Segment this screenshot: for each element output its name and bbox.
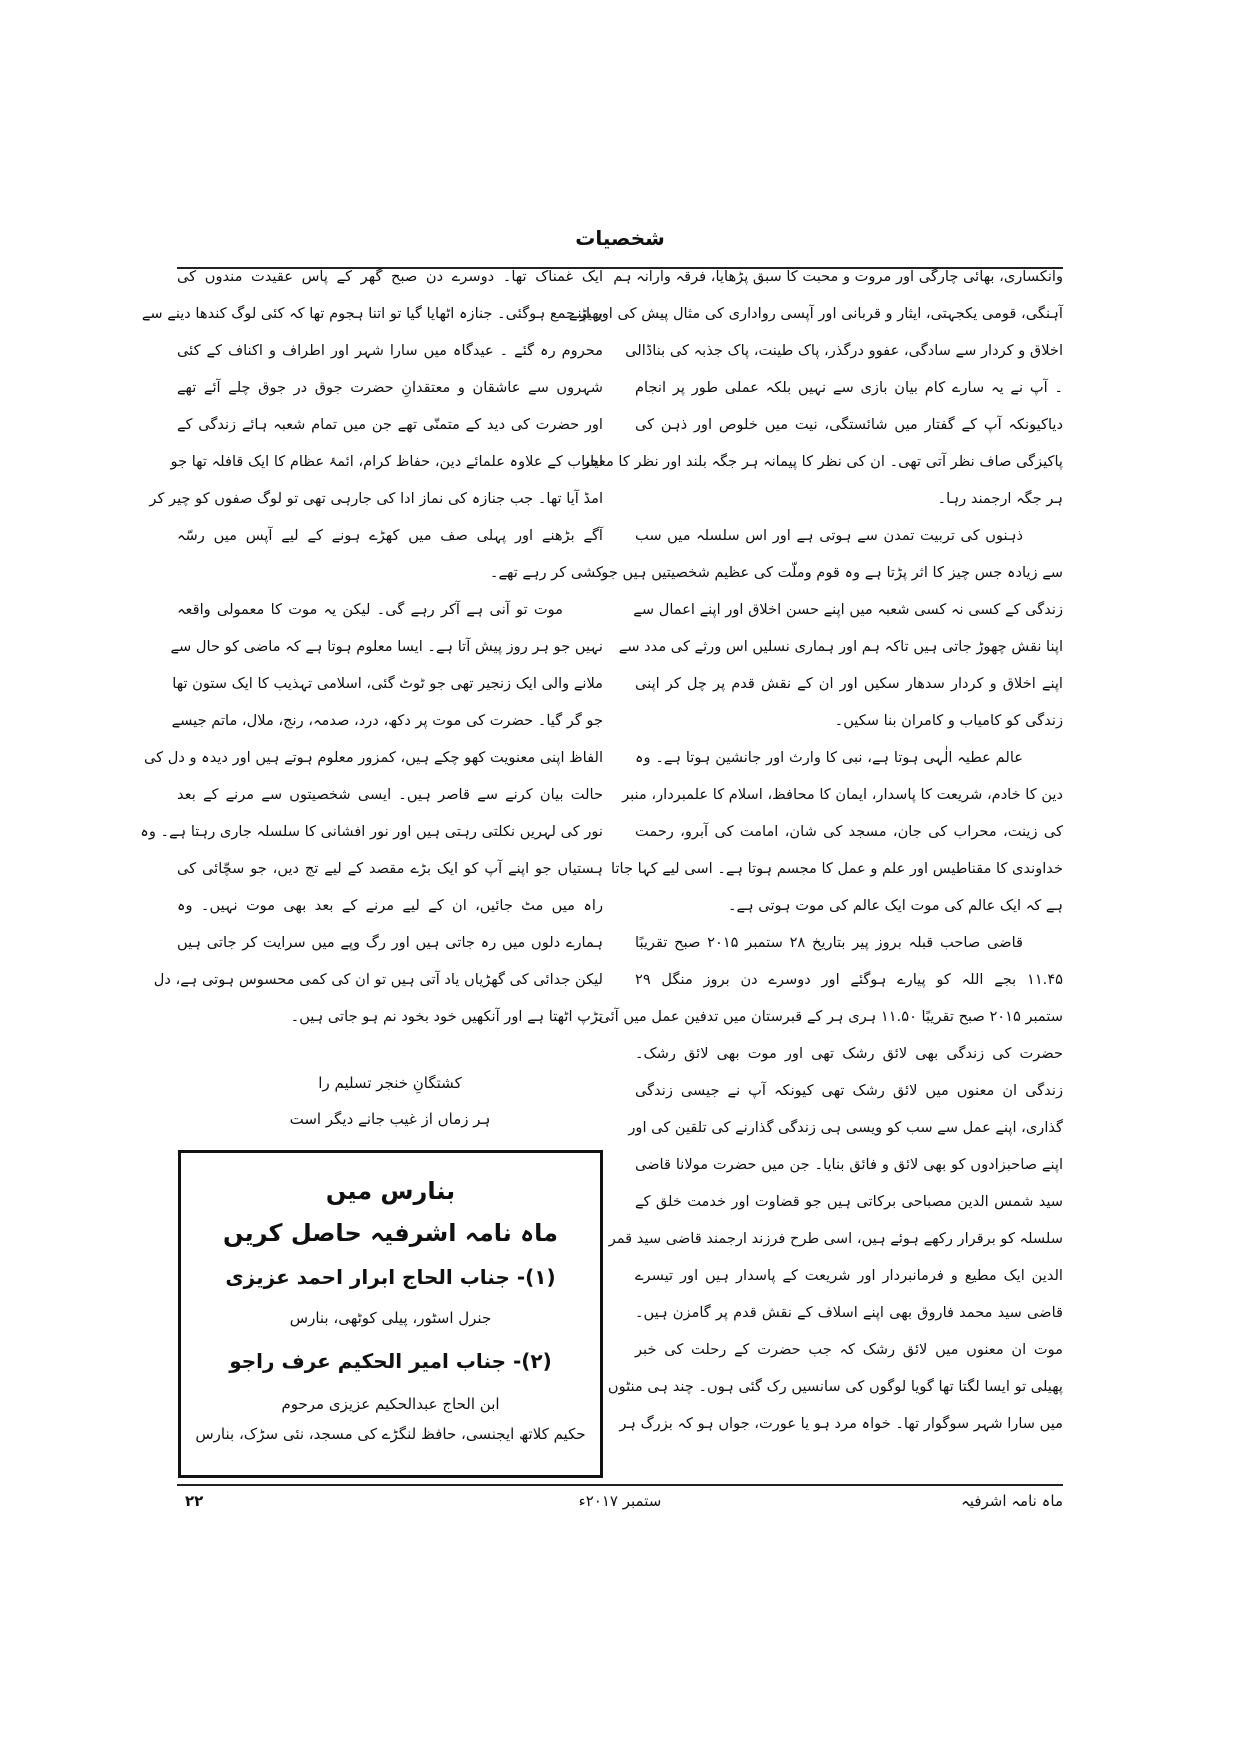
text-line: زندگی کے کسی نہ کسی شعبہ میں اپنے حسن اخلاق اور اپنے اعمال سے: [633, 601, 1063, 618]
text-line: ہستیاں جو اپنے آپ کو ایک بڑے مقصد کے لیے تج دیں، جو سچّائی کی: [177, 860, 603, 877]
text-line: الدین ایک مطیع و فرمانبردار اور شریعت کے پاسدار ہیں اور تیسرے: [635, 1267, 1063, 1284]
text-line: اخلاق و کردار سے سادگی، عفوو درگذر، پاک طینت، پاک جذبہ کی بناڈالی: [625, 342, 1063, 359]
text-line: وانکساری، بھائی چارگی اور مروت و محبت کا سبق پڑھایا، فرقہ وارانہ ہم: [613, 268, 1063, 285]
text-line: الفاظ اپنی معنویت کھو چکے ہیں، کمزور معلوم ہوتے ہیں اور دیدہ و دل کی: [143, 749, 603, 766]
text-line: نہیں جو ہر روز پیش آتا ہے۔ ایسا معلوم ہوتا ہے کہ ماضی کو حال سے: [170, 638, 603, 655]
text-line: امڈ آیا تھا۔ جب جنازہ کی نماز ادا کی جارہی تھی تو لوگ صفوں کو چیر کر: [149, 490, 603, 507]
text-line: دین کا خادم، شریعت کا پاسدار، ایمان کا محافظ، اسلام کا علمبردار، منبر: [622, 786, 1063, 803]
text-line: اپنے صاحبزادوں کو بھی لائق و فائق بنایا۔ جن میں حضرت مولانا قاضی: [635, 1156, 1063, 1173]
text-line: اپنے اخلاق و کردار سدھار سکیں اور ان کے نقش قدم پر چل کر اپنی: [635, 675, 1063, 692]
text-line: شہروں سے عاشقان و معتقدانِ حضرت جوق در جوق چلے آئے تھے: [177, 379, 603, 396]
text-line: ستمبر ۲۰۱۵ صبح تقریبًا ۱۱.۵۰ ہری ہر کے قبرستان میں تدفین عمل میں آئی: [598, 1008, 1063, 1025]
text-line: میں سارا شہر سوگوار تھا۔ خواہ مرد ہو یا عورت، جواں ہو کہ بزرگ ہر: [619, 1415, 1063, 1432]
text-line: جو گر گیا۔ حضرت کی موت پر دکھ، درد، صدمہ، رنج، ملال، ماتم جیسے: [171, 712, 603, 729]
right-column: [569, 258, 1063, 1442]
text-line: ہر جگہ ارجمند رہا۔: [937, 490, 1063, 507]
text-line: ۔ آپ نے یہ سارے کام بیان بازی سے نہیں بلکہ عملی طور پر انجام: [635, 379, 1063, 396]
text-line: زندگی کو کامیاب و کامران بنا سکیں۔: [834, 712, 1063, 729]
text-line: سید شمس الدین مصباحی برکاتی ہیں جو قضاوت اور خدمت خلق کے: [635, 1193, 1063, 1210]
text-line: سے زیادہ جس چیز کا اثر پڑتا ہے وہ قوم وملّت کی عظیم شخصیتیں ہیں جو: [601, 564, 1063, 581]
text-line: ذہنوں کی تربیت تمدن سے ہوتی ہے اور اس سلسلہ میں سب: [635, 527, 1023, 544]
text-line: حضرت کی زندگی بھی لائق رشک تھی اور موت بھی لائق رشک۔: [635, 1045, 1063, 1062]
poem-line-2: ہر زماں از غیب جانے دیگر است: [289, 1110, 491, 1128]
text-line: ہمارے دلوں میں رہ جاتی ہیں اور رگ وپے میں سرایت کر جاتی ہیں: [177, 934, 603, 951]
text-line: عالم عطیہ الٰہی ہوتا ہے، نبی کا وارث اور جانشین ہوتا ہے۔ وہ: [635, 749, 1023, 766]
text-line: لیکن جدائی کی گھڑیاں یاد آتی ہیں تو ان کی کمی محسوس ہوتی ہے، دل: [153, 971, 603, 988]
agent-2-address: حکیم کلاتھ ایجنسی، حافظ لنگڑے کی مسجد، نئی سڑک، بنارس: [195, 1425, 586, 1443]
promo-box: [178, 1150, 603, 1478]
promo-heading: بنارس میں: [325, 1177, 456, 1205]
text-line: زندگی ان معنوں میں لائق رشک تھی کیونکہ آپ نے جیسی زندگی: [635, 1082, 1063, 1099]
text-line: حالت بیان کرنے سے قاصر ہیں۔ ایسی شخصیتوں سے مرنے کے بعد: [177, 786, 603, 803]
text-line: اپنا نقش چھوڑ جاتی ہیں تاکہ ہم اور ہماری نسلیں اس ورثے کی مدد سے: [618, 638, 1063, 655]
promo-subheading: ماہ نامہ اشرفیہ حاصل کریں: [222, 1219, 559, 1247]
text-line: راہ میں مٹ جائیں، ان کے لیے مرنے کے بعد بھی موت نہیں۔ وہ: [177, 897, 603, 914]
left-column: [140, 258, 603, 1035]
text-line: گذاری، اپنے عمل سے سب کو ویسی ہی زندگی گذارنے کی تلقین کی اور: [628, 1119, 1063, 1136]
text-line: احباب کے علاوہ علمائے دین، حفاظ کرام، ائمۂ عظام کا ایک قافلہ تھا جو: [170, 453, 603, 470]
text-line: ہے کہ ایک عالم کی موت ایک عالم کی موت ہوتی ہے۔: [728, 897, 1063, 914]
text-line: قاضی سید محمد فاروق بھی اپنے اسلاف کے نقش قدم پر گامزن ہیں۔: [635, 1304, 1063, 1321]
text-line: محروم رہ گئے ۔ عیدگاہ میں سارا شہر اور اطراف و اکناف کے کئی: [177, 342, 603, 359]
text-line: موت تو آنی ہے آکر رہے گی۔ لیکن یہ موت کا معمولی واقعہ: [177, 601, 563, 618]
text-line: ۱۱.۴۵ بجے اللہ کو پیارے ہوگئے اور دوسرے دن بروز منگل ۲۹: [635, 971, 1063, 988]
text-line: پھیلی تو ایسا لگتا تھا گویا لوگوں کی سانسیں رک گئی ہوں۔ چند ہی منٹوں: [607, 1378, 1063, 1395]
poem-line-1: کشتگانِ خنجر تسلیم را: [318, 1074, 462, 1092]
agent-1-name: (۱)- جناب الحاج ابرار احمد عزیزی: [225, 1265, 556, 1289]
agent-2-name: (۲)- جناب امیر الحکیم عرف راجو: [229, 1349, 552, 1373]
text-line: خداوندی کا مقناطیس اور علم و عمل کا مجسم ہوتا ہے۔ اسی لیے کہا جاتا: [611, 860, 1063, 877]
text-line: نور کی لہریں نکلتی رہتی ہیں اور نور افشانی کا سلسلہ جاری رہتا ہے۔ وہ: [140, 823, 603, 840]
text-line: قاضی صاحب قبلہ بروز پیر بتاریخ ۲۸ ستمبر ۲۰۱۵ صبح تقریبًا: [635, 934, 1023, 951]
text-line: پاکیزگی صاف نظر آتی تھی۔ ان کی نظر کا پیمانہ ہر جگہ بلند اور نظر کا معیار: [583, 453, 1063, 470]
agent-2-relation: ابن الحاج عبدالحکیم عزیزی مرحوم: [281, 1395, 500, 1413]
text-line: ایک غمناک تھا۔ دوسرے دن صبح گھر کے پاس عقیدت مندوں کی: [177, 268, 603, 285]
text-line: آگے بڑھنے اور پہلی صف میں کھڑے ہونے کے لیے آپس میں رسّہ: [177, 527, 603, 544]
text-line: موت ان معنوں میں لائق رشک کہ جب حضرت کے رحلت کی خبر: [635, 1341, 1063, 1358]
text-line: اور حضرت کی دید کے متمنّی تھے جن میں تمام شعبہ ہائے زندگی کے: [177, 416, 603, 433]
footer-rule: [177, 1484, 1063, 1486]
section-title: شخصیات: [575, 226, 665, 250]
text-line: سلسلہ کو برقرار رکھے ہوئے ہیں، اسی طرح فرزند ارجمند قاضی سید قمر: [608, 1230, 1063, 1247]
text-line: بھیڑ جمع ہوگئی۔ جنازہ اٹھایا گیا تو اتنا ہجوم تھا کہ کئی لوگ کندھا دینے سے: [141, 305, 603, 322]
page-number: ۲۲: [185, 1492, 204, 1510]
magazine-name: ماہ نامہ اشرفیہ: [961, 1492, 1063, 1510]
issue-date: ستمبر ۲۰۱۷ء: [578, 1492, 662, 1510]
text-line: ملانے والی ایک زنجیر تھی جو ٹوٹ گئی، اسلامی تہذیب کا ایک ستون تھا: [172, 675, 603, 692]
text-line: کشی کر رہے تھے۔: [489, 564, 603, 581]
text-line: تڑپ اٹھتا ہے اور آنکھیں خود بخود نم ہو جاتی ہیں۔: [290, 1008, 603, 1025]
agent-1-address: جنرل اسٹور، پیلی کوٹھی، بنارس: [289, 1309, 492, 1327]
text-line: آہنگی، قومی یکجہتی، ایثار و قربانی اور آپسی رواداری کی مثال پیش کی اور اپنے: [569, 305, 1063, 322]
text-line: دیاکیونکہ آپ کے گفتار میں شائستگی، نیت میں خلوص اور ذہن کی: [635, 416, 1063, 433]
text-line: کی زینت، محراب کی جان، مسجد کی شان، امامت کی آبرو، رحمت: [635, 823, 1063, 840]
